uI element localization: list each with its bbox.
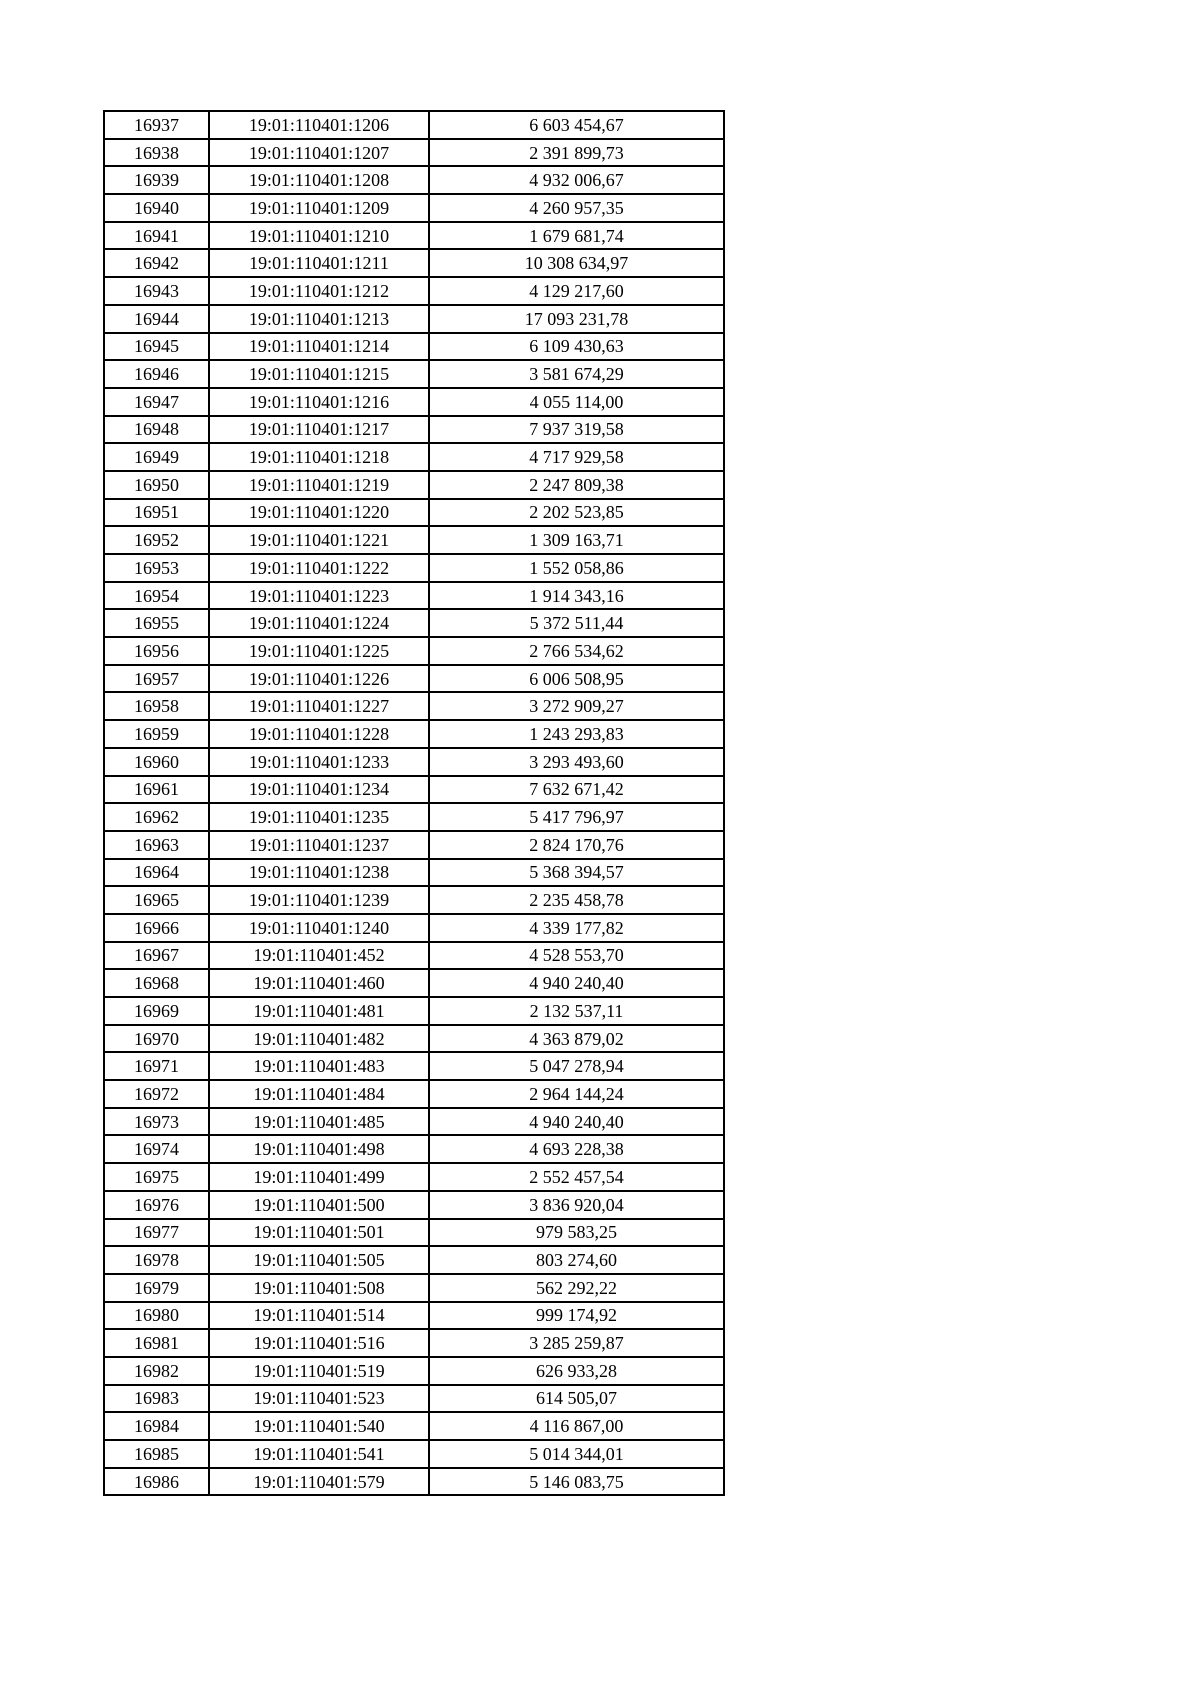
table-row bbox=[104, 1440, 724, 1468]
cadastral-number-cell: 19:01:110401:1212 bbox=[209, 277, 429, 305]
row-number-cell: 16938 bbox=[104, 139, 209, 167]
row-number-cell: 16975 bbox=[104, 1163, 209, 1191]
row-number-cell: 16959 bbox=[104, 720, 209, 748]
cadastral-value-cell: 4 693 228,38 bbox=[429, 1135, 724, 1163]
cadastral-number-cell: 19:01:110401:505 bbox=[209, 1246, 429, 1274]
row-number-cell: 16973 bbox=[104, 1108, 209, 1136]
cadastral-number-cell: 19:01:110401:483 bbox=[209, 1052, 429, 1080]
cadastral-value-cell: 17 093 231,78 bbox=[429, 305, 724, 333]
cadastral-number-cell: 19:01:110401:1220 bbox=[209, 499, 429, 527]
row-number-cell: 16944 bbox=[104, 305, 209, 333]
table-row bbox=[104, 665, 724, 693]
row-number-cell: 16960 bbox=[104, 748, 209, 776]
cadastral-number-cell: 19:01:110401:498 bbox=[209, 1135, 429, 1163]
table-row bbox=[104, 1191, 724, 1219]
cadastral-number-cell: 19:01:110401:1210 bbox=[209, 222, 429, 250]
cadastral-number-cell: 19:01:110401:1209 bbox=[209, 194, 429, 222]
table-row bbox=[104, 194, 724, 222]
cadastral-number-cell: 19:01:110401:484 bbox=[209, 1080, 429, 1108]
cadastral-number-cell: 19:01:110401:1216 bbox=[209, 388, 429, 416]
table-row bbox=[104, 333, 724, 361]
cadastral-number-cell: 19:01:110401:1211 bbox=[209, 249, 429, 277]
cadastral-number-cell: 19:01:110401:1214 bbox=[209, 333, 429, 361]
cadastral-value-cell: 4 129 217,60 bbox=[429, 277, 724, 305]
cadastral-number-cell: 19:01:110401:460 bbox=[209, 969, 429, 997]
cadastral-number-cell: 19:01:110401:516 bbox=[209, 1329, 429, 1357]
cadastral-number-cell: 19:01:110401:1208 bbox=[209, 166, 429, 194]
table-row bbox=[104, 360, 724, 388]
cadastral-number-cell: 19:01:110401:481 bbox=[209, 997, 429, 1025]
table-row bbox=[104, 1274, 724, 1302]
row-number-cell: 16953 bbox=[104, 554, 209, 582]
table-row bbox=[104, 969, 724, 997]
cadastral-value-cell: 999 174,92 bbox=[429, 1302, 724, 1330]
table-row bbox=[104, 139, 724, 167]
cadastral-number-cell: 19:01:110401:1237 bbox=[209, 831, 429, 859]
row-number-cell: 16968 bbox=[104, 969, 209, 997]
table-row bbox=[104, 305, 724, 333]
row-number-cell: 16966 bbox=[104, 914, 209, 942]
cadastral-value-cell: 4 339 177,82 bbox=[429, 914, 724, 942]
cadastral-value-cell: 4 363 879,02 bbox=[429, 1025, 724, 1053]
table-row bbox=[104, 111, 724, 139]
table-row bbox=[104, 1080, 724, 1108]
cadastral-value-cell: 3 836 920,04 bbox=[429, 1191, 724, 1219]
cadastral-value-cell: 5 368 394,57 bbox=[429, 859, 724, 887]
cadastral-value-cell: 7 937 319,58 bbox=[429, 416, 724, 444]
table-row bbox=[104, 609, 724, 637]
cadastral-value-cell: 4 940 240,40 bbox=[429, 1108, 724, 1136]
row-number-cell: 16937 bbox=[104, 111, 209, 139]
row-number-cell: 16969 bbox=[104, 997, 209, 1025]
cadastral-number-cell: 19:01:110401:508 bbox=[209, 1274, 429, 1302]
row-number-cell: 16943 bbox=[104, 277, 209, 305]
cadastral-number-cell: 19:01:110401:541 bbox=[209, 1440, 429, 1468]
row-number-cell: 16972 bbox=[104, 1080, 209, 1108]
table-row bbox=[104, 1302, 724, 1330]
cadastral-number-cell: 19:01:110401:540 bbox=[209, 1412, 429, 1440]
table-row bbox=[104, 526, 724, 554]
cadastral-value-cell: 3 285 259,87 bbox=[429, 1329, 724, 1357]
row-number-cell: 16958 bbox=[104, 692, 209, 720]
cadastral-value-cell: 626 933,28 bbox=[429, 1357, 724, 1385]
table-row bbox=[104, 637, 724, 665]
row-number-cell: 16979 bbox=[104, 1274, 209, 1302]
table-row bbox=[104, 388, 724, 416]
cadastral-number-cell: 19:01:110401:579 bbox=[209, 1468, 429, 1496]
row-number-cell: 16945 bbox=[104, 333, 209, 361]
cadastral-number-cell: 19:01:110401:1227 bbox=[209, 692, 429, 720]
cadastral-value-cell: 2 964 144,24 bbox=[429, 1080, 724, 1108]
row-number-cell: 16950 bbox=[104, 471, 209, 499]
row-number-cell: 16947 bbox=[104, 388, 209, 416]
table-row bbox=[104, 249, 724, 277]
table-row bbox=[104, 886, 724, 914]
cadastral-number-cell: 19:01:110401:1235 bbox=[209, 803, 429, 831]
table-row bbox=[104, 1385, 724, 1413]
table-row bbox=[104, 443, 724, 471]
table-row bbox=[104, 1246, 724, 1274]
cadastral-value-cell: 614 505,07 bbox=[429, 1385, 724, 1413]
table-row bbox=[104, 1357, 724, 1385]
table-row bbox=[104, 720, 724, 748]
cadastral-value-cell: 2 202 523,85 bbox=[429, 499, 724, 527]
table-row bbox=[104, 1468, 724, 1496]
table-row bbox=[104, 1052, 724, 1080]
cadastral-number-cell: 19:01:110401:1228 bbox=[209, 720, 429, 748]
table-row bbox=[104, 776, 724, 804]
cadastral-value-cell: 2 766 534,62 bbox=[429, 637, 724, 665]
row-number-cell: 16978 bbox=[104, 1246, 209, 1274]
cadastral-value-cell: 2 247 809,38 bbox=[429, 471, 724, 499]
row-number-cell: 16983 bbox=[104, 1385, 209, 1413]
cadastral-value-table bbox=[103, 110, 725, 1496]
cadastral-number-cell: 19:01:110401:1215 bbox=[209, 360, 429, 388]
cadastral-value-cell: 5 047 278,94 bbox=[429, 1052, 724, 1080]
row-number-cell: 16957 bbox=[104, 665, 209, 693]
table-row bbox=[104, 859, 724, 887]
cadastral-value-cell: 1 243 293,83 bbox=[429, 720, 724, 748]
cadastral-value-cell: 5 014 344,01 bbox=[429, 1440, 724, 1468]
row-number-cell: 16981 bbox=[104, 1329, 209, 1357]
cadastral-number-cell: 19:01:110401:499 bbox=[209, 1163, 429, 1191]
cadastral-number-cell: 19:01:110401:1233 bbox=[209, 748, 429, 776]
table-row bbox=[104, 942, 724, 970]
table-row bbox=[104, 554, 724, 582]
cadastral-value-cell: 4 717 929,58 bbox=[429, 443, 724, 471]
cadastral-number-cell: 19:01:110401:523 bbox=[209, 1385, 429, 1413]
row-number-cell: 16951 bbox=[104, 499, 209, 527]
cadastral-value-cell: 3 272 909,27 bbox=[429, 692, 724, 720]
cadastral-number-cell: 19:01:110401:500 bbox=[209, 1191, 429, 1219]
cadastral-value-cell: 2 132 537,11 bbox=[429, 997, 724, 1025]
row-number-cell: 16986 bbox=[104, 1468, 209, 1496]
table-row bbox=[104, 914, 724, 942]
row-number-cell: 16962 bbox=[104, 803, 209, 831]
cadastral-number-cell: 19:01:110401:1213 bbox=[209, 305, 429, 333]
cadastral-number-cell: 19:01:110401:1240 bbox=[209, 914, 429, 942]
cadastral-value-cell: 4 932 006,67 bbox=[429, 166, 724, 194]
cadastral-number-cell: 19:01:110401:1239 bbox=[209, 886, 429, 914]
table-row bbox=[104, 1219, 724, 1247]
table-row bbox=[104, 499, 724, 527]
cadastral-value-cell: 2 235 458,78 bbox=[429, 886, 724, 914]
cadastral-value-cell: 2 824 170,76 bbox=[429, 831, 724, 859]
table-row bbox=[104, 1412, 724, 1440]
table-row bbox=[104, 222, 724, 250]
row-number-cell: 16971 bbox=[104, 1052, 209, 1080]
cadastral-value-cell: 3 293 493,60 bbox=[429, 748, 724, 776]
cadastral-number-cell: 19:01:110401:1217 bbox=[209, 416, 429, 444]
row-number-cell: 16963 bbox=[104, 831, 209, 859]
cadastral-value-cell: 2 391 899,73 bbox=[429, 139, 724, 167]
row-number-cell: 16982 bbox=[104, 1357, 209, 1385]
row-number-cell: 16967 bbox=[104, 942, 209, 970]
table-row bbox=[104, 831, 724, 859]
table-row bbox=[104, 1108, 724, 1136]
table-body bbox=[104, 111, 724, 1495]
cadastral-number-cell: 19:01:110401:519 bbox=[209, 1357, 429, 1385]
row-number-cell: 16961 bbox=[104, 776, 209, 804]
row-number-cell: 16941 bbox=[104, 222, 209, 250]
cadastral-number-cell: 19:01:110401:485 bbox=[209, 1108, 429, 1136]
row-number-cell: 16956 bbox=[104, 637, 209, 665]
cadastral-number-cell: 19:01:110401:1225 bbox=[209, 637, 429, 665]
row-number-cell: 16974 bbox=[104, 1135, 209, 1163]
row-number-cell: 16954 bbox=[104, 582, 209, 610]
cadastral-value-cell: 979 583,25 bbox=[429, 1219, 724, 1247]
cadastral-value-cell: 6 006 508,95 bbox=[429, 665, 724, 693]
table-row bbox=[104, 1025, 724, 1053]
cadastral-number-cell: 19:01:110401:1218 bbox=[209, 443, 429, 471]
table-row bbox=[104, 471, 724, 499]
row-number-cell: 16970 bbox=[104, 1025, 209, 1053]
cadastral-number-cell: 19:01:110401:452 bbox=[209, 942, 429, 970]
table-row bbox=[104, 1163, 724, 1191]
row-number-cell: 16949 bbox=[104, 443, 209, 471]
table-row bbox=[104, 166, 724, 194]
row-number-cell: 16940 bbox=[104, 194, 209, 222]
row-number-cell: 16965 bbox=[104, 886, 209, 914]
table-row bbox=[104, 416, 724, 444]
row-number-cell: 16939 bbox=[104, 166, 209, 194]
row-number-cell: 16980 bbox=[104, 1302, 209, 1330]
cadastral-value-cell: 1 914 343,16 bbox=[429, 582, 724, 610]
cadastral-number-cell: 19:01:110401:1224 bbox=[209, 609, 429, 637]
cadastral-number-cell: 19:01:110401:1223 bbox=[209, 582, 429, 610]
cadastral-value-cell: 7 632 671,42 bbox=[429, 776, 724, 804]
cadastral-value-cell: 5 146 083,75 bbox=[429, 1468, 724, 1496]
cadastral-value-cell: 2 552 457,54 bbox=[429, 1163, 724, 1191]
cadastral-value-cell: 1 679 681,74 bbox=[429, 222, 724, 250]
cadastral-value-cell: 803 274,60 bbox=[429, 1246, 724, 1274]
cadastral-number-cell: 19:01:110401:1207 bbox=[209, 139, 429, 167]
cadastral-number-cell: 19:01:110401:1226 bbox=[209, 665, 429, 693]
cadastral-value-cell: 4 055 114,00 bbox=[429, 388, 724, 416]
row-number-cell: 16984 bbox=[104, 1412, 209, 1440]
cadastral-value-cell: 4 116 867,00 bbox=[429, 1412, 724, 1440]
cadastral-number-cell: 19:01:110401:1219 bbox=[209, 471, 429, 499]
table-row bbox=[104, 1135, 724, 1163]
cadastral-value-cell: 5 372 511,44 bbox=[429, 609, 724, 637]
cadastral-number-cell: 19:01:110401:501 bbox=[209, 1219, 429, 1247]
cadastral-number-cell: 19:01:110401:1206 bbox=[209, 111, 429, 139]
cadastral-value-cell: 6 603 454,67 bbox=[429, 111, 724, 139]
cadastral-number-cell: 19:01:110401:482 bbox=[209, 1025, 429, 1053]
table-row bbox=[104, 803, 724, 831]
cadastral-value-cell: 6 109 430,63 bbox=[429, 333, 724, 361]
cadastral-value-cell: 4 260 957,35 bbox=[429, 194, 724, 222]
row-number-cell: 16955 bbox=[104, 609, 209, 637]
cadastral-value-cell: 1 309 163,71 bbox=[429, 526, 724, 554]
table-row bbox=[104, 582, 724, 610]
cadastral-value-cell: 562 292,22 bbox=[429, 1274, 724, 1302]
cadastral-value-cell: 5 417 796,97 bbox=[429, 803, 724, 831]
cadastral-number-cell: 19:01:110401:514 bbox=[209, 1302, 429, 1330]
cadastral-number-cell: 19:01:110401:1222 bbox=[209, 554, 429, 582]
table-row bbox=[104, 748, 724, 776]
row-number-cell: 16948 bbox=[104, 416, 209, 444]
row-number-cell: 16976 bbox=[104, 1191, 209, 1219]
row-number-cell: 16946 bbox=[104, 360, 209, 388]
cadastral-number-cell: 19:01:110401:1221 bbox=[209, 526, 429, 554]
row-number-cell: 16964 bbox=[104, 859, 209, 887]
row-number-cell: 16952 bbox=[104, 526, 209, 554]
table-row bbox=[104, 277, 724, 305]
cadastral-value-cell: 3 581 674,29 bbox=[429, 360, 724, 388]
cadastral-value-cell: 10 308 634,97 bbox=[429, 249, 724, 277]
table-row bbox=[104, 1329, 724, 1357]
table-row bbox=[104, 997, 724, 1025]
cadastral-number-cell: 19:01:110401:1238 bbox=[209, 859, 429, 887]
cadastral-value-cell: 4 528 553,70 bbox=[429, 942, 724, 970]
cadastral-number-cell: 19:01:110401:1234 bbox=[209, 776, 429, 804]
row-number-cell: 16942 bbox=[104, 249, 209, 277]
cadastral-value-cell: 1 552 058,86 bbox=[429, 554, 724, 582]
row-number-cell: 16985 bbox=[104, 1440, 209, 1468]
cadastral-value-cell: 4 940 240,40 bbox=[429, 969, 724, 997]
row-number-cell: 16977 bbox=[104, 1219, 209, 1247]
table-row bbox=[104, 692, 724, 720]
